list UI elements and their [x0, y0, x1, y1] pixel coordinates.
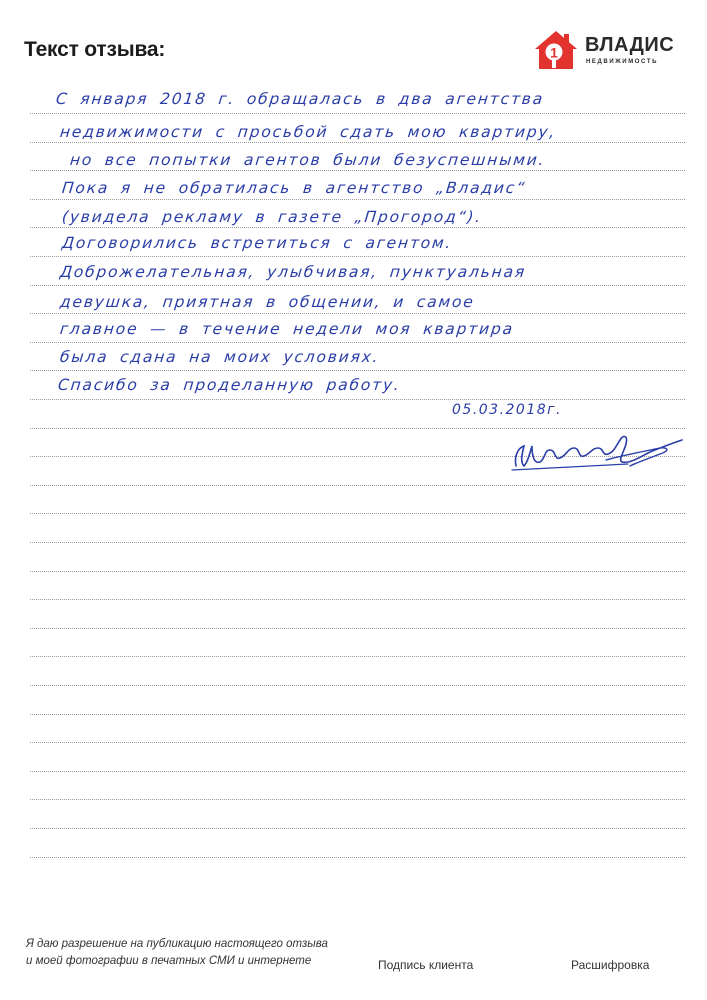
signature-decode-label: Расшифровка: [571, 958, 650, 972]
ruled-line: [30, 227, 685, 228]
ruled-line: [30, 313, 685, 314]
ruled-line: [30, 656, 685, 657]
review-line: недвижимости с просьбой сдать мою квартиру,: [59, 123, 558, 141]
consent-line: Я даю разрешение на публикацию настоящего отзыва: [26, 938, 328, 950]
review-line: Пока я не обратилась в агентство „Владис“: [61, 179, 527, 197]
ruled-line: [30, 285, 685, 286]
logo-name: ВЛАДИС: [585, 34, 675, 56]
ruled-line: [30, 714, 685, 715]
review-line: С января 2018 г. обращалась в два агентства: [55, 90, 545, 108]
review-line: (увидела рекламу в газете „Прогород“).: [61, 208, 483, 226]
ruled-line: [30, 370, 685, 371]
ruled-line: [30, 828, 685, 829]
ruled-line: [30, 199, 685, 200]
ruled-line: [30, 571, 685, 572]
ruled-line: [30, 256, 685, 257]
consent-text: [26, 936, 328, 970]
review-line: девушка, приятная в общении, и самое: [59, 293, 476, 311]
ruled-line: [30, 771, 685, 772]
review-date: 05.03.2018г.: [452, 402, 562, 418]
ruled-line: [30, 742, 685, 743]
ruled-line: [30, 799, 685, 800]
review-line: главное — в течение недели моя квартира: [59, 320, 515, 338]
ruled-line: [30, 342, 685, 343]
review-line: Спасибо за проделанную работу.: [57, 376, 402, 394]
ruled-line: [30, 485, 685, 486]
ruled-line: [30, 142, 685, 143]
review-line: Доброжелательная, улыбчивая, пунктуальная: [59, 263, 527, 281]
page-title: Текст отзыва:: [24, 38, 166, 61]
consent-line: и моей фотографии в печатных СМИ и интернете: [26, 955, 312, 967]
ruled-line: [30, 542, 685, 543]
ruled-line: [30, 399, 685, 400]
ruled-line: [30, 170, 685, 171]
logo-subtitle: НЕДВИЖИМОСТЬ: [586, 59, 659, 65]
ruled-line: [30, 685, 685, 686]
logo-badge-digit: 1: [550, 44, 558, 61]
ruled-lines: [30, 0, 685, 1000]
ruled-line: [30, 513, 685, 514]
ruled-line: [30, 113, 685, 114]
review-line: Договорились встретиться с агентом.: [61, 234, 454, 252]
handwritten-signature: [510, 426, 688, 476]
ruled-line: [30, 599, 685, 600]
review-line: была сдана на моих условиях.: [59, 348, 381, 366]
ruled-line: [30, 628, 685, 629]
client-signature-label: Подпись клиента: [378, 958, 474, 972]
ruled-line: [30, 857, 685, 858]
review-line: но все попытки агентов были безуспешными.: [69, 151, 547, 169]
